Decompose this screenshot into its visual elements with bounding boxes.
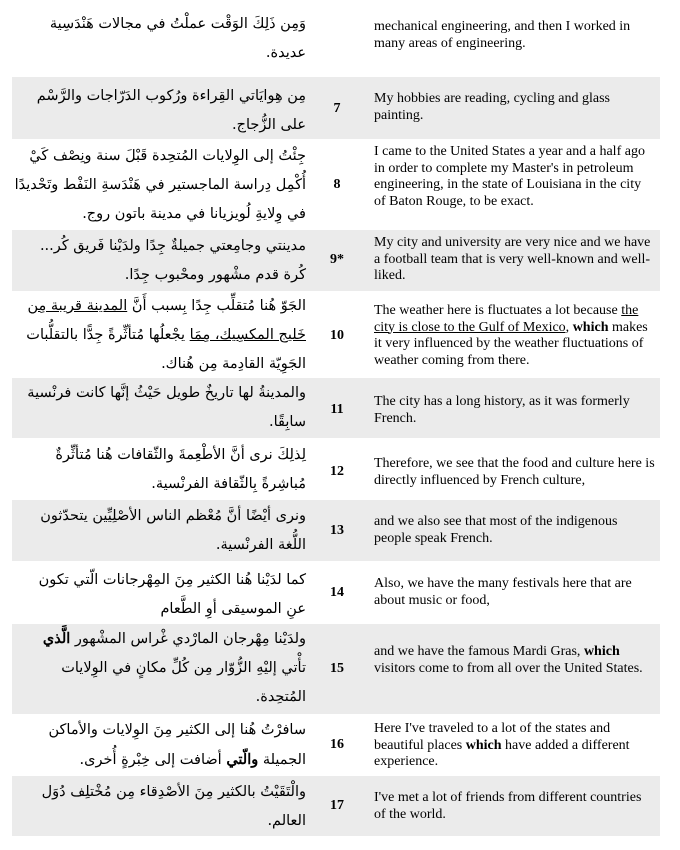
row-number: 15 xyxy=(330,661,344,676)
arabic-text: كما لدَيْنا هُنا الكثير مِنَ المِهْرجانات الّتي تكون عنِ الموسيقى أوِ الطَّعام xyxy=(38,572,306,617)
row-number: 11 xyxy=(330,402,344,417)
english-text: and we also see that most of the indigenous people speak French. xyxy=(374,514,618,546)
arabic-text: والمدينةُ لها تاريخٌ طويل حَيْثُ إنَّها كانت فرنْسية سابِقًا. xyxy=(27,385,306,430)
row-number: 7 xyxy=(333,101,341,116)
table-row xyxy=(12,776,660,836)
english-text: I came to the United States a year and a half ago in order to complete my Master's in petroleum engineering, in the state of Louisiana in the city of Baton Rouge, to be exact. xyxy=(374,144,645,209)
arabic-text: مِن هِوايَاتي القِراءة ورُكوب الدَرّاجات والرَّسْم على الزُّجاج. xyxy=(36,88,306,133)
english-text: My hobbies are reading, cycling and glass painting. xyxy=(374,91,610,123)
arabic-text: جِئْتُ إلى الوِلايات المُتحِدة قَبْلَ سنة ونِصْف كَيْ أُكْمِل دِراسة الماجستير في هَنْدَسةِ النَفْط وتَحْديدًا في وِلايةِ لُويزيانا في مدينة باتون روج. xyxy=(14,148,306,222)
table-row xyxy=(12,439,660,499)
arabic-text: وَمِن ذَلِكَ الوَقْت عملْتُ في مجالات هَنْدَسِية عديدة. xyxy=(49,16,306,61)
row-number: 13 xyxy=(330,523,344,538)
table-row xyxy=(12,292,660,377)
arabic-text: لِذلِكَ نرى أنَّ الأطْعِمةَ والثّقافات هُنا مُتأثِّرةٌ مُباشِرةً بِالثّقافة الفرنْسية. xyxy=(55,447,306,492)
arabic-text: ولدَيْنا مِهْرجان المارْدي غْراس المشْهور الَّذي تأْتي إليْهِ الزُّوّار مِن كُلِّ مكانٍ في الوِلايات المُتحِدة. xyxy=(42,630,306,705)
arabic-text: والْتَقَيْتُ بالكثير مِنَ الأصْدِقاء مِن مُخْتلِف دُوَل العالم. xyxy=(41,784,306,829)
table-row xyxy=(12,378,660,438)
table-row xyxy=(12,715,660,775)
arabic-text: مدينتي وجامِعتي جميلةٌ جِدًا ولدَيْنا فَريق كُر... كُرة قدم مشْهور ومحْبوب جِدًا. xyxy=(39,238,306,283)
arabic-text: ونرى أيْضًا أنَّ مُعْظم الناس الأصْلِيِّين يتحدّثون اللُّغة الفرنْسية. xyxy=(40,508,306,553)
english-text: and we have the famous Mardi Gras, which visitors come to from all over the United States. xyxy=(374,644,643,676)
english-text: I've met a lot of friends from different countries of the world. xyxy=(374,790,642,822)
arabic-text: الجَوّ هُنا مُتقلِّب جِدًا بِسبب أَنَّ المدينة قريبة مِن خَليج المكسِيك، مِمَا يجْعلُها مُتأثِّرةً جِدًّا بالتقلُّبات الجَوِيّة القادِمة مِن هُناك. xyxy=(26,298,306,372)
english-text: Here I've traveled to a lot of the states and beautiful places which have added a different experience. xyxy=(374,721,630,769)
english-text: Therefore, we see that the food and culture here is directly influenced by French culture, xyxy=(374,456,655,488)
row-number: 8 xyxy=(333,177,341,192)
table-row xyxy=(12,140,660,229)
english-text: mechanical engineering, and then I worked in many areas of engineering. xyxy=(374,19,631,51)
row-number: 14 xyxy=(330,585,344,600)
row-number: 12 xyxy=(330,464,344,479)
table-row xyxy=(12,500,660,561)
english-text: Also, we have the many festivals here that are about music or food, xyxy=(374,576,632,608)
table-row xyxy=(12,230,660,291)
table-row xyxy=(12,562,660,623)
row-number: 10 xyxy=(330,328,344,343)
english-text: The city has a long history, as it was formerly French. xyxy=(374,394,630,426)
arabic-text: سافرْتُ هُنا إلى الكثير مِنَ الوِلايات والأماكن الجميلة والّتي أضافت إلى خِبْرةٍ أُخرى. xyxy=(48,722,306,768)
row-number: 17 xyxy=(330,798,344,813)
table-row xyxy=(12,77,660,139)
table-row xyxy=(12,624,660,714)
table-row xyxy=(12,0,660,76)
row-number: 9* xyxy=(330,252,344,267)
english-text: My city and university are very nice and we have a football team that is very well-known and well-liked. xyxy=(374,235,651,283)
english-text: The weather here is fluctuates a lot because the city is close to the Gulf of Mexico, which makes it very influenced by the weather fluctuations of weather coming from there. xyxy=(374,303,648,368)
row-number: 16 xyxy=(330,737,344,752)
